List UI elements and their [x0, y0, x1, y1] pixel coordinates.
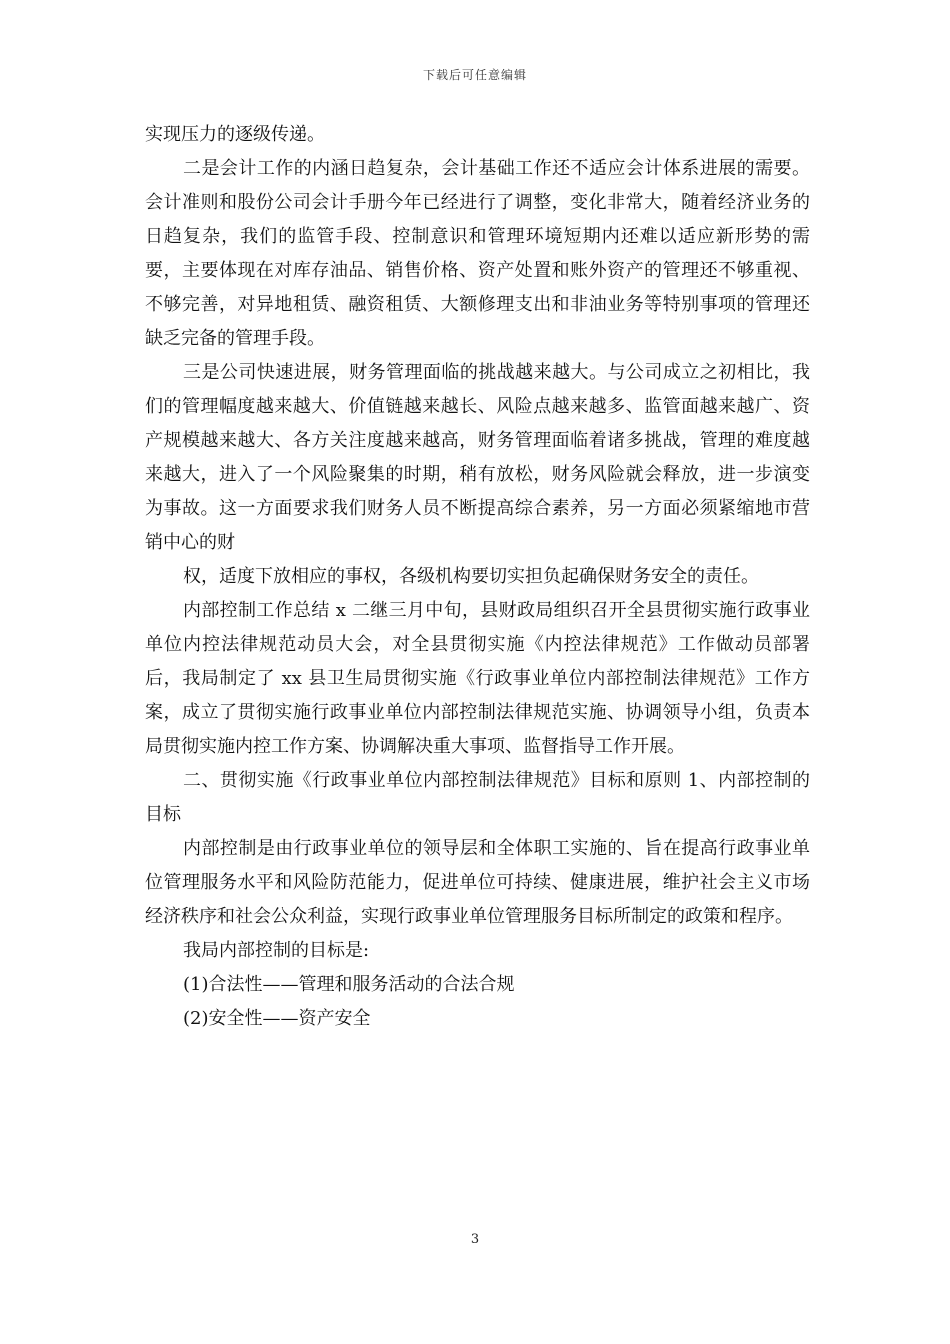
paragraph-8: 我局内部控制的目标是: [183, 940, 370, 961]
document-body [145, 118, 810, 1036]
page-header: 下载后可任意编辑 [422, 68, 527, 82]
page-number: 3 [470, 1232, 480, 1247]
paragraph-3: 三是公司快速进展，财务管理面临的挑战越来越大。与公司成立之初相比，我们的管理幅度越来越大、价值链越来越长、风险点越来越多、监管面越来越广、资产规模越来越大、各方关注度越来越高，财务管理面临着诸多挑战，管理的难度越来越大，进入了一个风险聚集的时期，稍有放松，财务风险就会释放，进一步演变为事故。这一方面要求我们财务人员不断提高综合素养，另一方面必须紧缩地市营销中心的财 [145, 362, 810, 553]
paragraph-4: 权，适度下放相应的事权，各级机构要切实担负起确保财务安全的责任。 [183, 566, 759, 587]
paragraph-2: 二是会计工作的内涵日趋复杂，会计基础工作还不适应会计体系进展的需要。会计准则和股份公司会计手册今年已经进行了调整，变化非常大，随着经济业务的日趋复杂，我们的监管手段、控制意识和管理环境短期内还难以适应新形势的需要，主要体现在对库存油品、销售价格、资产处置和账外资产的管理还不够重视、不够完善，对异地租赁、融资租赁、大额修理支出和非油业务等特别事项的管理还缺乏完备的管理手段。 [145, 158, 810, 349]
paragraph-5: 内部控制工作总结 x 二继三月中旬，县财政局组织召开全县贯彻实施行政事业单位内控法律规范动员大会，对全县贯彻实施《内控法律规范》工作做动员部署后，我局制定了 xx 县卫生局贯彻实施《行政事业单位内部控制法律规范》工作方案，成立了贯彻实施行政事业单位内部控制法律规范实施、协调领导小组，负责本局贯彻实施内控工作方案、协调解决重大事项、监督指导工作开展。 [145, 600, 810, 757]
list-item-2: (2)安全性——资产安全 [183, 1008, 371, 1029]
list-item-1: (1)合法性——管理和服务活动的合法合规 [183, 974, 515, 995]
paragraph-1: 实现压力的逐级传递。 [145, 124, 325, 145]
paragraph-7: 内部控制是由行政事业单位的领导层和全体职工实施的、旨在提高行政事业单位管理服务水平和风险防范能力，促进单位可持续、健康进展，维护社会主义市场经济秩序和社会公众利益，实现行政事业单位管理服务目标所制定的政策和程序。 [145, 838, 810, 927]
section-heading: 二、贯彻实施《行政事业单位内部控制法律规范》目标和原则 1、内部控制的目标 [145, 770, 810, 825]
